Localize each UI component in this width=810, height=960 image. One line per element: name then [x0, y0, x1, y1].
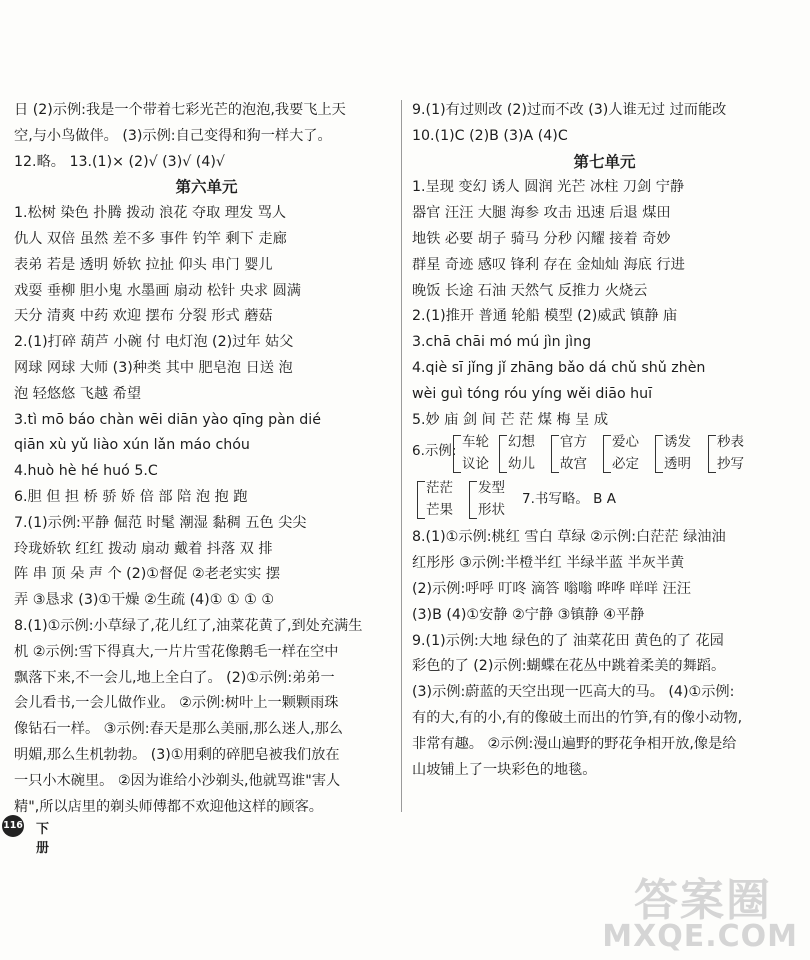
answer-line: 阵 串 顶 朵 声 个 (2)①督促 ②老老实实 摆	[14, 566, 281, 583]
q6-word: 官方	[560, 434, 587, 451]
q6-word: 秒表	[717, 434, 744, 451]
page-number: 116	[2, 815, 24, 837]
q6-word: 幻想	[508, 434, 535, 451]
answer-line: 10.(1)C (2)B (3)A (4)C	[412, 127, 568, 144]
answer-line: 明媚,那么生机勃勃。 (3)①用剩的碎肥皂被我们放在	[14, 746, 340, 763]
brace-icon	[655, 435, 663, 473]
answer-line: 空,与小鸟做伴。 (3)示例:自己变得和狗一样大了。	[14, 127, 332, 144]
brace-icon	[551, 435, 559, 473]
section-heading: 第六单元	[175, 178, 238, 197]
answer-line: 彩色的了 (2)示例:蝴蝶在花丛中跳着柔美的舞蹈。	[412, 658, 726, 675]
section-heading: 第七单元	[573, 152, 636, 171]
answer-line: 2.(1)推开 普通 轮船 模型 (2)威武 镇静 庙	[412, 308, 678, 325]
answer-line: 9.(1)示例:大地 绿色的了 油菜花田 黄色的了 花园	[412, 632, 724, 649]
answer-line: 4.qiè sī jǐng jǐ zhāng bǎo dá chǔ shǔ zhèn	[412, 359, 706, 376]
q6-word: 发型	[478, 480, 505, 497]
answer-line: 一只小木碗里。 ②因为谁给小沙剃头,他就骂谁"害人	[14, 772, 341, 789]
brace-icon	[469, 481, 477, 519]
answer-line: (3)B (4)①安静 ②宁静 ③镇静 ④平静	[412, 606, 645, 623]
answer-line: 泡 轻悠悠 飞越 希望	[14, 385, 142, 402]
q6-word: 车轮	[462, 434, 489, 451]
answer-line: 2.(1)打碎 葫芦 小碗 付 电灯泡 (2)过年 姑父	[14, 334, 294, 351]
answer-line: 弄 ③恳求 (3)①干燥 ②生疏 (4)① ① ① ①	[14, 592, 275, 609]
q6-word: 议论	[462, 456, 489, 473]
answer-line: 山坡铺上了一块彩色的地毯。	[412, 761, 597, 778]
answer-line: 器官 汪汪 大腿 海参 攻击 迅速 后退 煤田	[412, 205, 671, 222]
brace-icon	[417, 481, 425, 519]
answer-line: 8.(1)①示例:桃红 雪白 草绿 ②示例:白茫茫 绿油油	[412, 529, 726, 546]
answer-line: 1.呈现 变幻 诱人 圆润 光芒 冰柱 刀剑 宁静	[412, 179, 685, 196]
column-divider	[401, 100, 402, 812]
right-top-block	[412, 98, 797, 433]
answer-line: qiān xù yǔ liào xún lǎn máo chóu	[14, 437, 250, 454]
q6-word: 抄写	[717, 456, 744, 473]
answer-line: 机 ②示例:雪下得真大,一片片雪花像鹅毛一样在空中	[14, 643, 339, 660]
answer-line: 天分 清爽 中药 欢迎 摆布 分裂 形式 蘑菇	[14, 308, 273, 325]
answer-line: 像钻石一样。 ③示例:春天是那么美丽,那么迷人,那么	[14, 721, 343, 738]
brace-icon	[453, 435, 461, 473]
q6-word: 茫茫	[426, 480, 453, 497]
answer-line: wèi guì tóng róu yíng wěi diāo huī	[412, 385, 653, 402]
answer-line: 8.(1)①示例:小草绿了,花儿红了,油菜花黄了,到处充满生	[14, 617, 363, 634]
watermark-url: MXQE.COM	[602, 919, 798, 954]
q6-label: 6.示例:	[412, 443, 457, 460]
answer-line: 非常有趣。 ②示例:漫山遍野的野花争相开放,像是给	[412, 735, 737, 752]
q6-word: 幼儿	[508, 456, 535, 473]
answer-line: 红彤彤 ③示例:半橙半红 半绿半蓝 半灰半黄	[412, 555, 685, 572]
q6-word: 透明	[664, 456, 691, 473]
volume-label: 下册	[36, 822, 50, 856]
answer-line: (2)示例:呼呼 叮咚 滴答 嗡嗡 哗哗 咩咩 汪汪	[412, 580, 691, 597]
q6-word: 形状	[478, 502, 505, 519]
left-column	[14, 98, 399, 820]
answer-line: 有的大,有的小,有的像破土而出的竹笋,有的像小动物,	[412, 709, 743, 726]
answer-line: 5.妙 庙 剑 间 芒 茫 煤 梅 呈 成	[412, 411, 609, 428]
watermark-logo-text: 答案圈	[634, 875, 772, 926]
brace-icon	[708, 435, 716, 473]
q6-word: 芒果	[426, 502, 453, 519]
answer-line: 9.(1)有过则改 (2)过而不改 (3)人谁无过 过而能改	[412, 102, 727, 118]
answer-line: 群星 奇迹 感叹 锋利 存在 金灿灿 海底 行进	[412, 256, 685, 273]
q6-word: 爱心	[612, 434, 639, 451]
q6-word: 必定	[612, 456, 639, 473]
answer-line: 3.chā chāi mó mú jìn jìng	[412, 334, 592, 351]
right-column	[412, 98, 797, 783]
answer-line: 1.松树 染色 扑腾 拨动 浪花 夺取 理发 骂人	[14, 205, 287, 222]
brace-icon	[603, 435, 611, 473]
right-bottom-block	[412, 525, 797, 783]
answer-line: 6.胆 但 担 桥 骄 娇 倍 部 陪 泡 抱 跑	[14, 488, 248, 505]
answer-line: 3.tì mō báo chàn wēi diān yào qīng pàn dié	[14, 411, 321, 428]
answer-line: 7.(1)示例:平静 倔范 时髦 潮湿 黏稠 五色 尖尖	[14, 514, 307, 531]
brace-icon	[499, 435, 507, 473]
answer-line: 网球 网球 大师 (3)种类 其中 肥皂泡 日送 泡	[14, 359, 293, 376]
q6-brace-groups	[412, 433, 797, 525]
answer-line: 戏耍 垂柳 胆小鬼 水墨画 扇动 松针 央求 圆满	[14, 282, 301, 299]
answer-line: 表弟 若是 透明 娇软 拉扯 仰头 串门 婴儿	[14, 256, 273, 273]
answer-line: 12.略。 13.(1)× (2)√ (3)√ (4)√	[14, 153, 225, 170]
watermark	[592, 860, 802, 956]
answer-line: 晚饭 长途 石油 天然气 反推力 火烧云	[412, 282, 648, 299]
answer-line: 飘落下来,不一会儿,地上全白了。 (2)①示例:弟弟一	[14, 669, 335, 686]
answer-line: 仇人 双倍 虽然 差不多 事件 钓竿 剩下 走廊	[14, 230, 287, 247]
q7-answer: 7.书写略。 B A	[522, 491, 616, 508]
answer-line: 地铁 必要 胡子 骑马 分秒 闪耀 接着 奇妙	[412, 230, 671, 247]
q6-word: 诱发	[664, 434, 691, 451]
answer-line: 日 (2)示例:我是一个带着七彩光芒的泡泡,我要飞上天	[14, 102, 346, 118]
q6-word: 故宫	[560, 456, 587, 473]
answer-line: 玲珑娇软 红红 拨动 扇动 戴着 抖落 双 排	[14, 540, 273, 557]
answer-line: (3)示例:蔚蓝的天空出现一匹高大的马。 (4)①示例:	[412, 684, 735, 701]
answer-line: 会儿看书,一会儿做作业。 ②示例:树叶上一颗颗雨珠	[14, 695, 339, 712]
answer-line: 4.huò hè hé huó 5.C	[14, 463, 158, 480]
answer-line: 精",所以店里的剃头师傅都不欢迎他这样的顾客。	[14, 798, 323, 815]
